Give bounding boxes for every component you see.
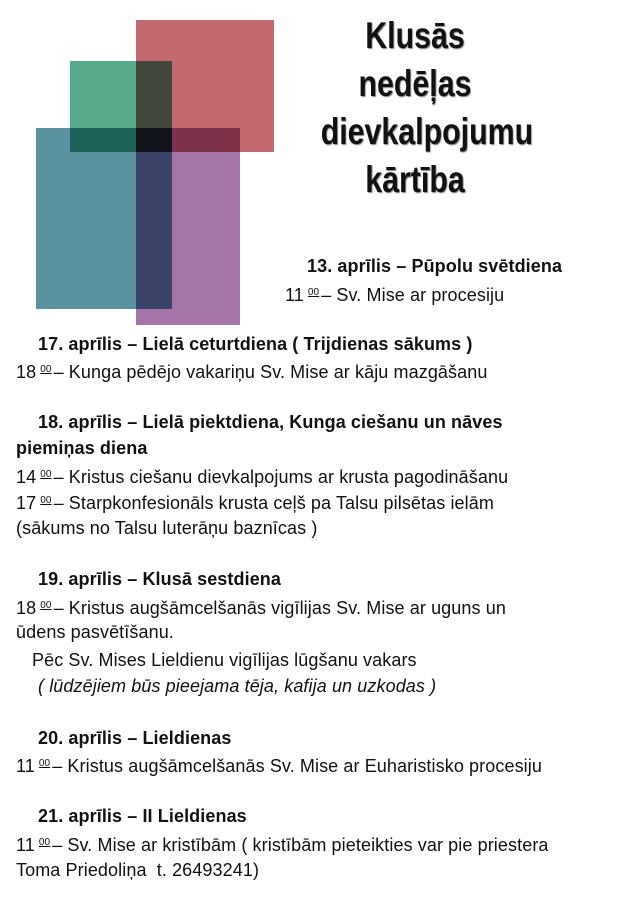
day-heading: 20. aprīlis – Lieldienas	[38, 728, 232, 748]
title-line: kārtība	[365, 159, 465, 200]
page-title	[300, 12, 534, 204]
purple-square	[136, 128, 240, 325]
service-line: 14 $^{00}$ – Kristus ciešanu dievkalpojums ar krusta pagodināšanu	[16, 467, 509, 487]
service-note: Toma Priedoliņa t. 26493241)	[16, 860, 260, 880]
service-line: 18 $^{00}$ – Kunga pēdējo vakariņu Sv. Mise ar kāju mazgāšanu	[16, 362, 488, 382]
service-line: 11 $^{00}$ – Sv. Mise ar procesiju	[285, 285, 505, 305]
service-note: ūdens pasvētīšanu.	[16, 622, 174, 642]
service-note: Pēc Sv. Mises Lieldienu vigīlijas lūgšanu vakars	[32, 650, 417, 670]
service-line: 11 $^{00}$ – Kristus augšāmcelšanās Sv. Mise ar Euharistisko procesiju	[16, 756, 542, 776]
service-line: 11 $^{00}$ – Sv. Mise ar kristībām ( kristībām pieteikties var pie priestera	[16, 835, 549, 855]
day-heading-cont: piemiņas diena	[16, 438, 148, 458]
title-line: Klusās	[365, 15, 465, 56]
day-heading: 13. aprīlis – Pūpolu svētdiena	[307, 256, 563, 276]
service-note: (sākums no Talsu luterāņu baznīcas )	[16, 518, 318, 538]
service-line: 18 $^{00}$ – Kristus augšāmcelšanās vigīlijas Sv. Mise ar uguns un	[16, 598, 506, 618]
title-line: nedēļas	[358, 63, 472, 104]
day-heading: 21. aprīlis – II Lieldienas	[38, 806, 247, 826]
title-line: dievkalpojumu	[320, 111, 534, 152]
service-note: ( lūdzējiem būs pieejama tēja, kafija un uzkodas )	[38, 676, 437, 696]
day-heading: 19. aprīlis – Klusā sestdiena	[38, 569, 282, 589]
day-heading: 18. aprīlis – Lielā piektdiena, Kunga ciešanu un nāves	[38, 412, 503, 432]
day-heading: 17. aprīlis – Lielā ceturtdiena ( Trijdienas sākums )	[38, 334, 473, 354]
service-line: 17 $^{00}$ – Starpkonfesionāls krusta ceļš pa Talsu pilsētas ielām	[16, 493, 494, 513]
